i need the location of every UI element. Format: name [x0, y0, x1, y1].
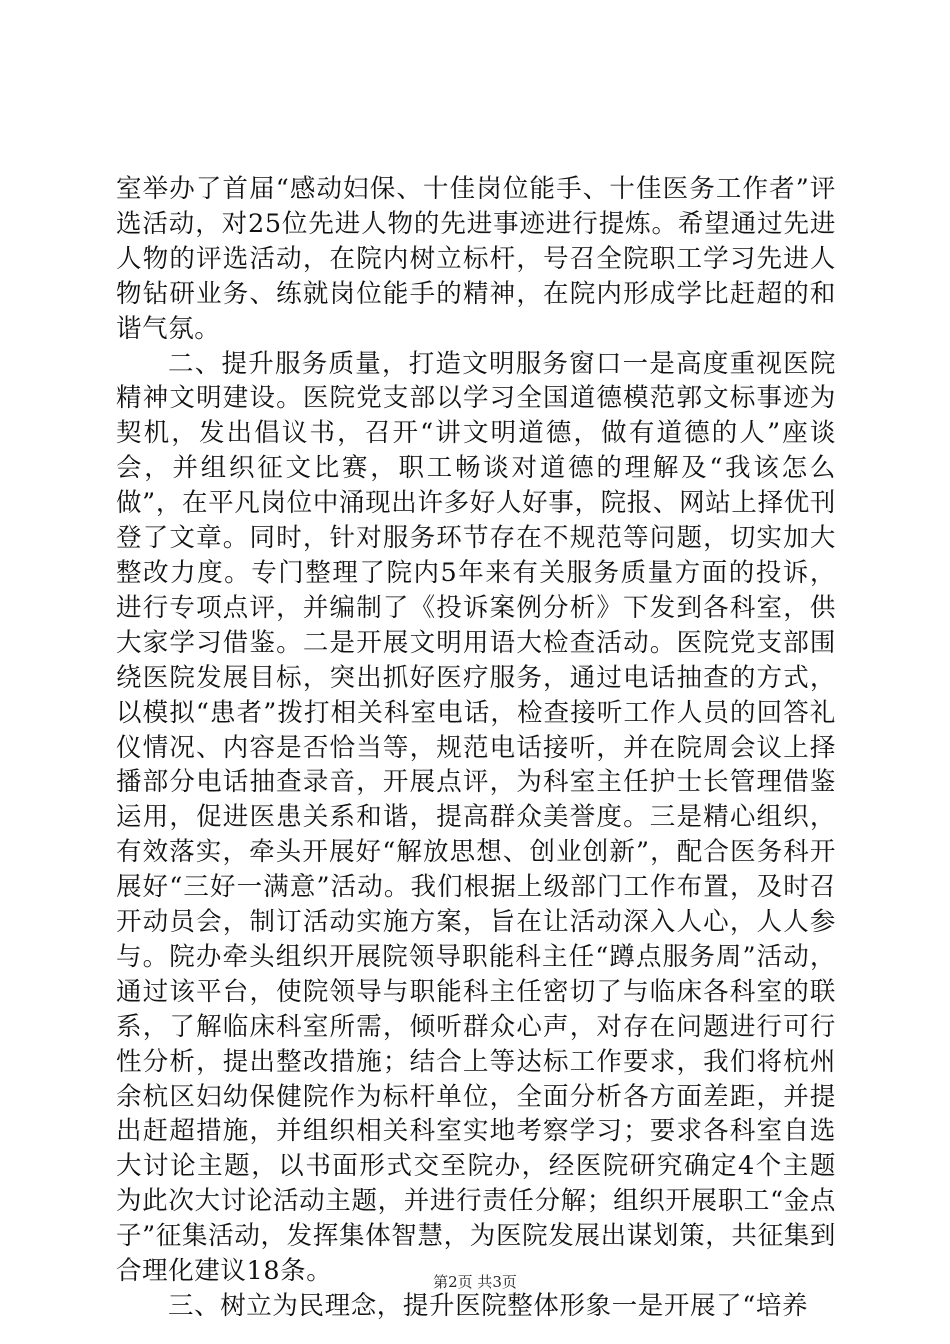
paragraph-section-two: 二、提升服务质量，打造文明服务窗口一是高度重视医院精神文明建设。医院党支部以学习全国道德模范郭文标事迹为契机，发出倡议书，召开“讲文明道德，做有道德的人”座谈会，并组织征文比赛，职工畅谈对道德的理解及“我该怎么做”，在平凡岗位中涌现出许多好人好事，院报、网站上择优刊登了文章。同时，针对服务环节存在不规范等问题，切实加大整改力度。专门整理了院内5年来有关服务质量方面的投诉，进行专项点评，并编制了《投诉案例分析》下发到各科室，供大家学习借鉴。二是开展文明用语大检查活动。医院党支部围绕医院发展目标，突出抓好医疗服务，通过电话抽查的方式，以模拟“患者”拨打相关科室电话，检查接听工作人员的回答礼仪情况、内容是否恰当等，规范电话接听，并在院周会议上择播部分电话抽查录音，开展点评，为科室主任护士长管理借鉴运用，促进医患关系和谐，提高群众美誉度。三是精心组织，有效落实，牵头开展好“解放思想、创业创新”，配合医务科开展好“三好一满意”活动。我们根据上级部门工作布置，及时召开动员会，制订活动实施方案，旨在让活动深入人心，人人参与。院办牵头组织开展院领导职能科主任“蹲点服务周”活动，通过该平台，使院领导与职能科主任密切了与临床各科室的联系，了解临床科室所需，倾听群众心声，对存在问题进行可行性分析，提出整改措施；结合上等达标工作要求，我们将杭州余杭区妇幼保健院作为标杆单位，全面分析各方面差距，并提出赶超措施，并组织相关科室实地考察学习；要求各科室自选大讨论主题，以书面形式交至院办，经医院研究确定4个主题为此次大讨论活动主题，并进行责任分解；组织开展职工“金点子”征集活动，发挥集体智慧，为医院发展出谋划策，共征集到合理化建议18条。 — [116, 348, 836, 1287]
page-number-footer: 第2页 共3页 — [433, 1273, 517, 1291]
document-body — [116, 172, 836, 1324]
paragraph-continuation: 室举办了首届“感动妇保、十佳岗位能手、十佳医务工作者”评选活动，对25位先进人物的先进事迹进行提炼。希望通过先进人物的评选活动，在院内树立标杆，号召全院职工学习先进人物钻研业务、练就岗位能手的精神，在院内形成学比赶超的和谐气氛。 — [116, 174, 836, 344]
paragraph-section-three: 三、树立为民理念，提升医院整体形象一是开展了“培养 — [168, 1291, 809, 1321]
